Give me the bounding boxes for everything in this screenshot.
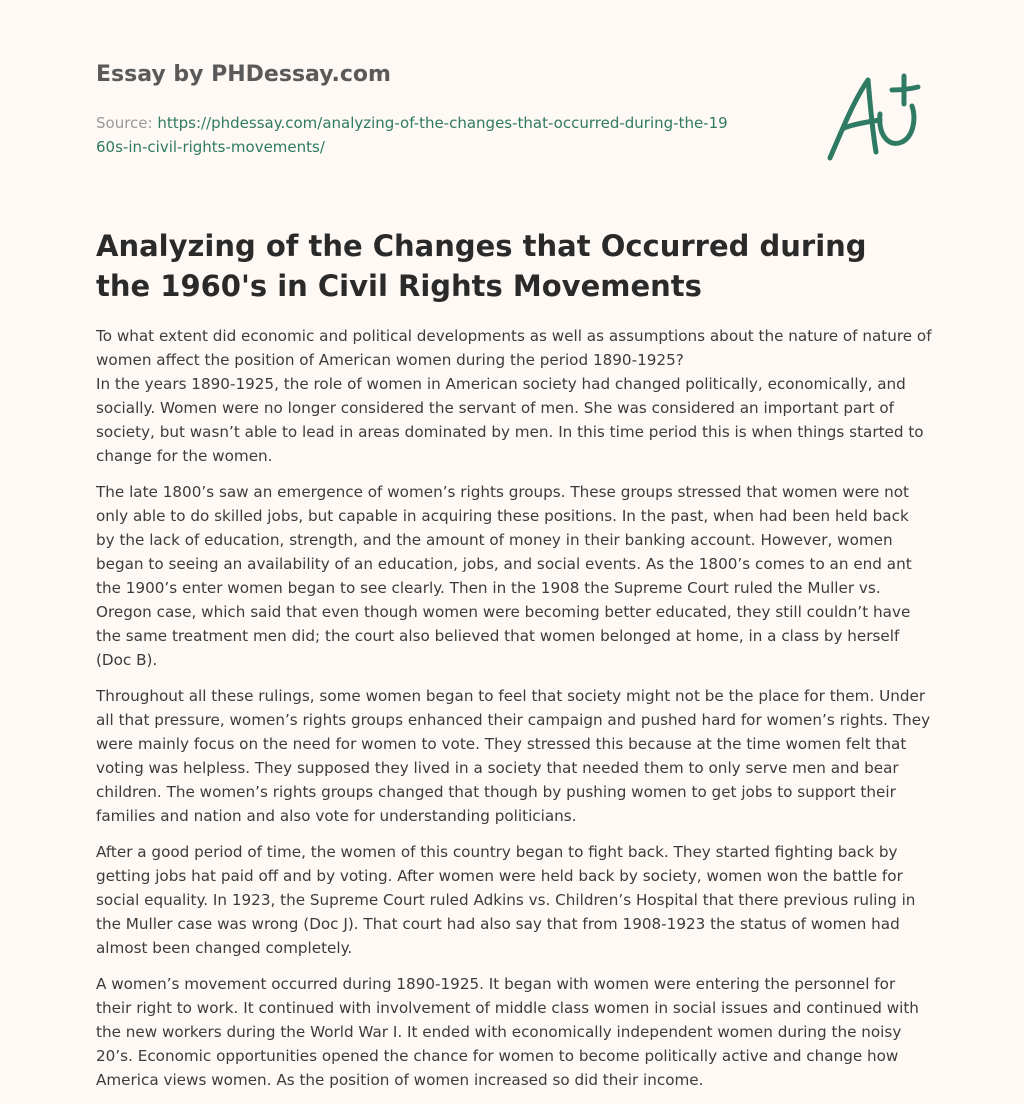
essay-paragraph: After a good period of time, the women of this country began to fight back. They started fighting back by getting jobs hat paid off and by voting. After women were held back by society, women won the battle for social equality. In 1923, the Supreme Court ruled Adkins vs. Children’s Hospital that there previous ruling in the Muller case was wrong (Doc J). That court had also say that from 1908-1923 the status of women had almost been changed completely. [96,843,916,957]
site-name: Essay by PHDessay.com [96,62,391,87]
a-plus-grade-icon [822,68,932,168]
essay-paragraph: The late 1800’s saw an emergence of women’s rights groups. These groups stressed that women were not only able to do skilled jobs, but capable in acquiring these positions. In the past, when had been held back by the lack of education, strength, and the amount of money in their banking account. However, women began to seeing an availability of an education, jobs, and social events. As the 1800’s comes to an end ant the 1900’s enter women began to see clearly. Then in the 1908 the Supreme Court ruled the Muller vs. Oregon case, which said that even though women were becoming better educated, they still couldn’t have the same treatment men did; the court also believed that women belonged at home, in a class by herself (Doc B). [96,483,912,669]
essay-paragraph: Throughout all these rulings, some women began to feel that society might not be the place for them. Under all that pressure, women’s rights groups enhanced their campaign and pushed hard for women’s rights. They were mainly focus on the need for women to vote. They stressed this because at the time women felt that voting was helpless. They supposed they lived in a society that needed them to only serve men and bear children. The women’s rights groups changed that though by pushing women to get jobs to support their families and nation and also vote for understanding politicians. [96,687,931,825]
source-label: Source: [96,114,153,132]
essay-paragraph: In the years 1890-1925, the role of women in American society had changed politically, economically, and socially. Women were no longer considered the servant of men. She was considered an important part of society, but wasn’t able to lead in areas dominated by men. In this time period this is when things started to change for the women. [96,375,924,465]
source-line [96,111,736,159]
essay-paragraph: To what extent did economic and political developments as well as assumptions about the nature of nature of women affect the position of American women during the period 1890-1925? [96,327,932,369]
essay-body [96,324,932,1104]
essay-paragraph: A women’s movement occurred during 1890-1925. It began with women were entering the personnel for their right to work. It continued with involvement of middle class women in social issues and continued with the new workers during the World War I. It ended with economically independent women during the noisy 20’s. Economic opportunities opened the chance for women to become politically active and change how America views women. As the position of women increased so did their income. [96,975,919,1089]
essay-title: Analyzing of the Changes that Occurred during the 1960's in Civil Rights Movements [96,229,867,303]
source-link[interactable]: https://phdessay.com/analyzing-of-the-changes-that-occurred-during-the-1960s-in-civil-rights-movements/ [96,114,728,156]
